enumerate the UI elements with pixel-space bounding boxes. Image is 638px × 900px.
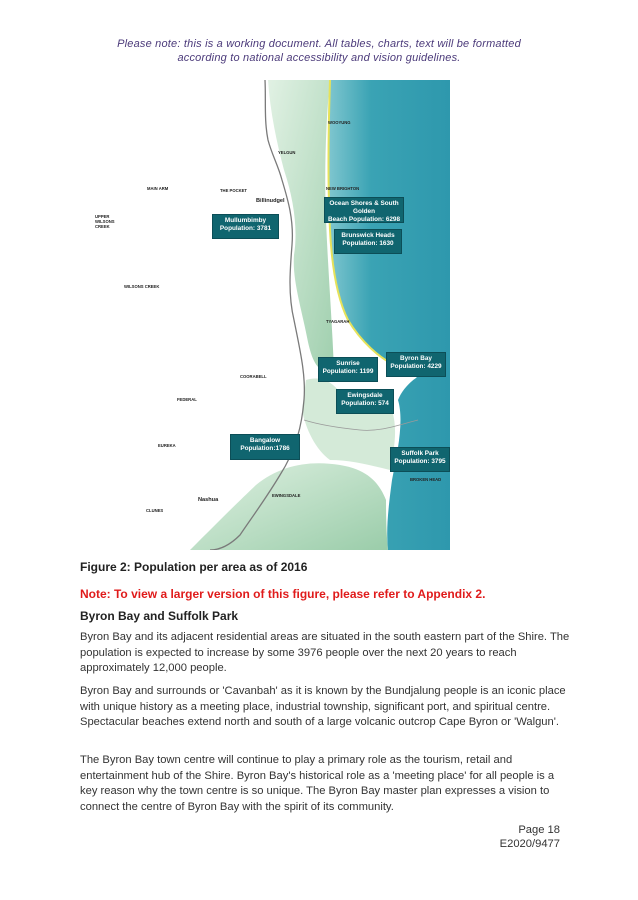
box-suffolk-park-pop: Population: 3795 [394, 458, 446, 465]
box-suffolk-park [390, 447, 450, 472]
box-bangalow-pop: Population:1786 [240, 445, 290, 452]
box-brunswick-heads [334, 229, 402, 254]
box-bangalow [230, 434, 300, 460]
box-ocean-shores [324, 197, 404, 223]
label-yelgun: YELGUN [278, 150, 296, 155]
figure-caption: Figure 2: Population per area as of 2016 [80, 560, 308, 574]
notice-line-2: according to national accessibility and vision guidelines. [177, 52, 461, 64]
label-federal: FEDERAL [177, 397, 197, 402]
box-ewingsdale-name: Ewingsdale [347, 392, 383, 399]
box-sunrise-pop: Population: 1199 [322, 368, 374, 375]
population-map [80, 80, 450, 550]
box-mullumbimby [212, 214, 279, 239]
page-number: Page 18 [518, 824, 560, 836]
page-footer [500, 823, 560, 851]
label-ewingsdale-road: EWINGSDALE [272, 493, 301, 498]
label-upper-wilsons-3: CREEK [95, 224, 110, 229]
box-byron-bay-name: Byron Bay [400, 355, 432, 362]
label-wooyung: WOOYUNG [328, 120, 351, 125]
label-main-arm: MAIN ARM [147, 186, 169, 191]
label-nashua: Nashua [198, 497, 219, 503]
label-broken-head: BROKEN HEAD [410, 477, 442, 482]
box-byron-bay [386, 352, 446, 377]
paragraph-3: The Byron Bay town centre will continue to play a primary role as the tourism, retail and entertainment hub of the Shire. Byron Bay's historical role as a 'meeting place' for all people is a key reason why the town centre is so unique. The Byron Bay master plan expresses a vision to connect the centre of Byron Bay with the spirit of its community. [80, 754, 555, 813]
label-new-brighton: NEW BRIGHTON [326, 186, 360, 191]
box-byron-bay-pop: Population: 4229 [390, 363, 442, 370]
box-bangalow-name: Bangalow [249, 437, 281, 444]
box-brunswick-name: Brunswick Heads [341, 232, 395, 239]
box-ocean-shores-pop: Beach Population: 6298 [327, 216, 401, 223]
label-wilsons-creek: WILSONS CREEK [124, 284, 160, 289]
label-upper-wilsons-1: UPPER [95, 214, 110, 219]
notice-line-1: Please note: this is a working document. All tables, charts, text will be formatted [117, 38, 521, 50]
label-billinudgel: Billinudgel [256, 198, 285, 204]
box-mullumbimby-pop: Population: 3781 [219, 225, 272, 232]
map-graphic [80, 80, 450, 550]
appendix-note: Note: To view a larger version of this figure, please refer to Appendix 2. [80, 587, 486, 601]
document-reference: E2020/9477 [499, 838, 560, 850]
label-upper-wilsons-2: WILSONS [95, 219, 115, 224]
box-mullumbimby-name: Mullumbimby [224, 217, 267, 224]
box-brunswick-pop: Population: 1630 [342, 240, 394, 247]
accessibility-notice [40, 37, 598, 65]
box-ewingsdale [336, 389, 394, 414]
paragraph-2: Byron Bay and surrounds or 'Cavanbah' as it is known by the Bundjalung people is an iconic place with unique history as a meeting place, industrial township, significant port, and spiritual centre. Spectacular beaches extend north and south of a large volcanic outcrop Cape Byron or 'Walgun'. [80, 685, 566, 729]
label-eureka: EUREKA [158, 443, 176, 448]
box-ewingsdale-pop: Population: 574 [341, 400, 389, 407]
paragraph-1: Byron Bay and its adjacent residential areas are situated in the south eastern part of the Shire. The population is expected to increase by some 3976 people over the next 20 years to reach approximately 12,000 people. [80, 631, 570, 675]
box-sunrise [318, 357, 378, 382]
box-ocean-shores-name: Ocean Shores & South Golden [329, 200, 399, 215]
label-tyagarah: TYAGARAH [326, 319, 350, 324]
section-heading: Byron Bay and Suffolk Park [80, 609, 239, 623]
box-sunrise-name: Sunrise [336, 360, 360, 367]
label-the-pocket: THE POCKET [220, 188, 247, 193]
label-coorabell: COORABELL [240, 374, 267, 379]
box-suffolk-park-name: Suffolk Park [401, 450, 439, 457]
label-clunes: CLUNES [146, 508, 164, 513]
